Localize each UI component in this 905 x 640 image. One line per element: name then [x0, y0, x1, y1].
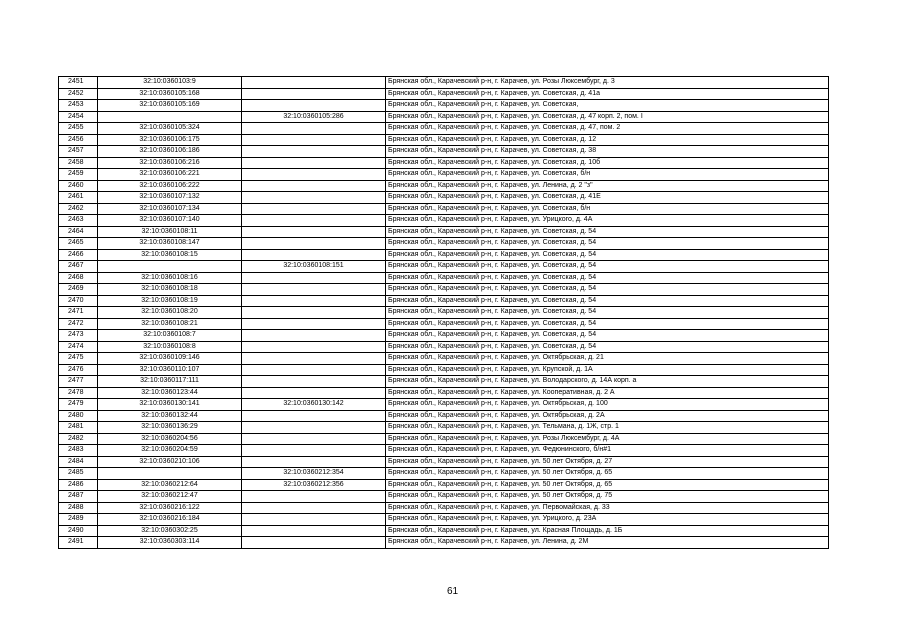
address-cell: Брянская обл., Карачевский р-н, г. Карачев, ул. Советская, д. 54 — [386, 307, 829, 319]
cadastral-number-cell: 32:10:0360108:147 — [98, 238, 242, 250]
row-number-cell: 2456 — [59, 134, 98, 146]
address-cell: Брянская обл., Карачевский р-н, г. Карачев, ул. Советская, д. 54 — [386, 249, 829, 261]
cadastral-number-cell: 32:10:0360109:146 — [98, 353, 242, 365]
address-cell: Брянская обл., Карачевский р-н, г. Карачев, ул. Федюнинского, б/н#1 — [386, 445, 829, 457]
row-number-cell: 2471 — [59, 307, 98, 319]
row-number-cell: 2455 — [59, 123, 98, 135]
row-number-cell: 2483 — [59, 445, 98, 457]
address-cell: Брянская обл., Карачевский р-н, г. Карачев, ул. Октябрьская, д. 100 — [386, 399, 829, 411]
related-cadastral-number-cell — [242, 433, 386, 445]
row-number-cell: 2473 — [59, 330, 98, 342]
row-number-cell: 2488 — [59, 502, 98, 514]
table-row — [59, 169, 829, 181]
table-row — [59, 261, 829, 273]
cadastral-number-cell: 32:10:0360106:175 — [98, 134, 242, 146]
table-row — [59, 226, 829, 238]
address-cell: Брянская обл., Карачевский р-н, г. Карачев, ул. Советская, д. 54 — [386, 226, 829, 238]
related-cadastral-number-cell — [242, 157, 386, 169]
related-cadastral-number-cell: 32:10:0360130:142 — [242, 399, 386, 411]
address-cell: Брянская обл., Карачевский р-н, г. Карачев, ул. Советская, — [386, 100, 829, 112]
related-cadastral-number-cell — [242, 387, 386, 399]
related-cadastral-number-cell: 32:10:0360108:151 — [242, 261, 386, 273]
table-row — [59, 341, 829, 353]
table-row — [59, 180, 829, 192]
address-cell: Брянская обл., Карачевский р-н, г. Карачев, ул. Советская, д. 54 — [386, 261, 829, 273]
row-number-cell: 2468 — [59, 272, 98, 284]
row-number-cell: 2478 — [59, 387, 98, 399]
related-cadastral-number-cell — [242, 445, 386, 457]
cadastral-number-cell: 32:10:0360108:15 — [98, 249, 242, 261]
row-number-cell: 2472 — [59, 318, 98, 330]
cadastral-number-cell: 32:10:0360108:21 — [98, 318, 242, 330]
cadastral-number-cell: 32:10:0360106:222 — [98, 180, 242, 192]
table-row — [59, 456, 829, 468]
cadastral-number-cell: 32:10:0360204:56 — [98, 433, 242, 445]
cadastral-number-cell: 32:10:0360108:16 — [98, 272, 242, 284]
row-number-cell: 2453 — [59, 100, 98, 112]
cadastral-number-cell: 32:10:0360108:8 — [98, 341, 242, 353]
row-number-cell: 2481 — [59, 422, 98, 434]
address-cell: Брянская обл., Карачевский р-н, г. Карачев, ул. Советская, д. 38 — [386, 146, 829, 158]
related-cadastral-number-cell — [242, 502, 386, 514]
table-row — [59, 318, 829, 330]
row-number-cell: 2474 — [59, 341, 98, 353]
table-row — [59, 157, 829, 169]
related-cadastral-number-cell — [242, 192, 386, 204]
table-row — [59, 100, 829, 112]
row-number-cell: 2476 — [59, 364, 98, 376]
address-cell: Брянская обл., Карачевский р-н, г. Карачев, ул. Урицкого, д. 23А — [386, 514, 829, 526]
cadastral-number-cell: 32:10:0360204:59 — [98, 445, 242, 457]
related-cadastral-number-cell — [242, 284, 386, 296]
related-cadastral-number-cell — [242, 215, 386, 227]
address-cell: Брянская обл., Карачевский р-н, г. Карачев, ул. Советская, д. 54 — [386, 330, 829, 342]
related-cadastral-number-cell — [242, 203, 386, 215]
row-number-cell: 2464 — [59, 226, 98, 238]
cadastral-number-cell: 32:10:0360106:221 — [98, 169, 242, 181]
address-cell: Брянская обл., Карачевский р-н, г. Карачев, ул. Володарского, д. 14А корп. а — [386, 376, 829, 388]
address-cell: Брянская обл., Карачевский р-н, г. Карачев, ул. Первомайская, д. 33 — [386, 502, 829, 514]
table-row — [59, 111, 829, 123]
cadastral-number-cell: 32:10:0360105:168 — [98, 88, 242, 100]
cadastral-number-cell: 32:10:0360107:132 — [98, 192, 242, 204]
address-cell: Брянская обл., Карачевский р-н, г. Карачев, ул. Советская, б/н — [386, 169, 829, 181]
row-number-cell: 2477 — [59, 376, 98, 388]
table-row — [59, 376, 829, 388]
row-number-cell: 2452 — [59, 88, 98, 100]
page-number: 61 — [446, 586, 459, 597]
related-cadastral-number-cell — [242, 514, 386, 526]
address-cell: Брянская обл., Карачевский р-н, г. Карачев, ул. Советская, д. 54 — [386, 295, 829, 307]
table-row — [59, 537, 829, 549]
cadastral-number-cell: 32:10:0360106:216 — [98, 157, 242, 169]
table-row — [59, 445, 829, 457]
cadastral-number-cell: 32:10:0360303:114 — [98, 537, 242, 549]
address-cell: Брянская обл., Карачевский р-н, г. Карачев, ул. 50 лет Октября, д. 65 — [386, 468, 829, 480]
table-row — [59, 307, 829, 319]
table-row — [59, 330, 829, 342]
row-number-cell: 2486 — [59, 479, 98, 491]
cadastral-number-cell: 32:10:0360110:107 — [98, 364, 242, 376]
property-table-body — [59, 77, 829, 549]
related-cadastral-number-cell — [242, 364, 386, 376]
row-number-cell: 2461 — [59, 192, 98, 204]
cadastral-number-cell: 32:10:0360108:20 — [98, 307, 242, 319]
cadastral-number-cell — [98, 468, 242, 480]
row-number-cell: 2487 — [59, 491, 98, 503]
row-number-cell: 2490 — [59, 525, 98, 537]
address-cell: Брянская обл., Карачевский р-н, г. Карачев, ул. 50 лет Октября, д. 27 — [386, 456, 829, 468]
related-cadastral-number-cell — [242, 123, 386, 135]
cadastral-number-cell: 32:10:0360136:29 — [98, 422, 242, 434]
cadastral-number-cell: 32:10:0360105:324 — [98, 123, 242, 135]
cadastral-number-cell: 32:10:0360108:19 — [98, 295, 242, 307]
address-cell: Брянская обл., Карачевский р-н, г. Карачев, ул. 50 лет Октября, д. 65 — [386, 479, 829, 491]
row-number-cell: 2469 — [59, 284, 98, 296]
row-number-cell: 2467 — [59, 261, 98, 273]
cadastral-number-cell: 32:10:0360106:186 — [98, 146, 242, 158]
address-cell: Брянская обл., Карачевский р-н, г. Карачев, ул. Урицкого, д. 4А — [386, 215, 829, 227]
cadastral-number-cell: 32:10:0360107:134 — [98, 203, 242, 215]
address-cell: Брянская обл., Карачевский р-н, г. Карачев, ул. Советская, д. 54 — [386, 272, 829, 284]
cadastral-number-cell: 32:10:0360108:11 — [98, 226, 242, 238]
row-number-cell: 2460 — [59, 180, 98, 192]
table-row — [59, 249, 829, 261]
row-number-cell: 2463 — [59, 215, 98, 227]
cadastral-number-cell: 32:10:0360216:122 — [98, 502, 242, 514]
cadastral-number-cell: 32:10:0360108:7 — [98, 330, 242, 342]
table-row — [59, 525, 829, 537]
cadastral-number-cell: 32:10:0360210:106 — [98, 456, 242, 468]
table-row — [59, 146, 829, 158]
row-number-cell: 2462 — [59, 203, 98, 215]
address-cell: Брянская обл., Карачевский р-н, г. Карачев, ул. Советская, д. 12 — [386, 134, 829, 146]
related-cadastral-number-cell — [242, 77, 386, 89]
table-row — [59, 410, 829, 422]
address-cell: Брянская обл., Карачевский р-н, г. Карачев, ул. Красная Площадь, д. 1Б — [386, 525, 829, 537]
address-cell: Брянская обл., Карачевский р-н, г. Карачев, ул. Октябрьская, д. 21 — [386, 353, 829, 365]
table-row — [59, 77, 829, 89]
related-cadastral-number-cell — [242, 146, 386, 158]
row-number-cell: 2479 — [59, 399, 98, 411]
related-cadastral-number-cell — [242, 295, 386, 307]
related-cadastral-number-cell — [242, 318, 386, 330]
related-cadastral-number-cell — [242, 410, 386, 422]
table-row — [59, 353, 829, 365]
address-cell: Брянская обл., Карачевский р-н, г. Карачев, ул. Октябрьская, д. 2А — [386, 410, 829, 422]
cadastral-number-cell: 32:10:0360105:169 — [98, 100, 242, 112]
table-row — [59, 88, 829, 100]
table-row — [59, 468, 829, 480]
table-row — [59, 284, 829, 296]
row-number-cell: 2484 — [59, 456, 98, 468]
address-cell: Брянская обл., Карачевский р-н, г. Карачев, ул. 50 лет Октября, д. 75 — [386, 491, 829, 503]
table-row — [59, 479, 829, 491]
related-cadastral-number-cell — [242, 134, 386, 146]
related-cadastral-number-cell — [242, 169, 386, 181]
cadastral-number-cell: 32:10:0360107:140 — [98, 215, 242, 227]
row-number-cell: 2458 — [59, 157, 98, 169]
address-cell: Брянская обл., Карачевский р-н, г. Карачев, ул. Советская, б/н — [386, 203, 829, 215]
table-row — [59, 192, 829, 204]
related-cadastral-number-cell: 32:10:0360212:356 — [242, 479, 386, 491]
row-number-cell: 2466 — [59, 249, 98, 261]
table-row — [59, 433, 829, 445]
table-row — [59, 387, 829, 399]
cadastral-number-cell: 32:10:0360108:18 — [98, 284, 242, 296]
address-cell: Брянская обл., Карачевский р-н, г. Карачев, ул. Розы Люксембург, д. 4А — [386, 433, 829, 445]
related-cadastral-number-cell — [242, 88, 386, 100]
table-row — [59, 514, 829, 526]
cadastral-number-cell — [98, 111, 242, 123]
cadastral-number-cell: 32:10:0360103:9 — [98, 77, 242, 89]
row-number-cell: 2457 — [59, 146, 98, 158]
related-cadastral-number-cell — [242, 226, 386, 238]
row-number-cell: 2451 — [59, 77, 98, 89]
address-cell: Брянская обл., Карачевский р-н, г. Карачев, ул. Ленина, д. 2М — [386, 537, 829, 549]
table-row — [59, 215, 829, 227]
table-row — [59, 134, 829, 146]
cadastral-number-cell: 32:10:0360130:141 — [98, 399, 242, 411]
related-cadastral-number-cell: 32:10:0360105:286 — [242, 111, 386, 123]
related-cadastral-number-cell — [242, 525, 386, 537]
related-cadastral-number-cell — [242, 422, 386, 434]
cadastral-number-cell: 32:10:0360212:47 — [98, 491, 242, 503]
row-number-cell: 2489 — [59, 514, 98, 526]
address-cell: Брянская обл., Карачевский р-н, г. Карачев, ул. Советская, д. 41а — [386, 88, 829, 100]
row-number-cell: 2480 — [59, 410, 98, 422]
related-cadastral-number-cell — [242, 341, 386, 353]
address-cell: Брянская обл., Карачевский р-н, г. Карачев, ул. Крупской, д. 1А — [386, 364, 829, 376]
related-cadastral-number-cell — [242, 238, 386, 250]
related-cadastral-number-cell — [242, 456, 386, 468]
table-row — [59, 364, 829, 376]
related-cadastral-number-cell — [242, 249, 386, 261]
related-cadastral-number-cell — [242, 537, 386, 549]
cadastral-number-cell: 32:10:0360302:25 — [98, 525, 242, 537]
address-cell: Брянская обл., Карачевский р-н, г. Карачев, ул. Тельмана, д. 1Ж, стр. 1 — [386, 422, 829, 434]
related-cadastral-number-cell — [242, 272, 386, 284]
related-cadastral-number-cell — [242, 376, 386, 388]
cadastral-number-cell: 32:10:0360123:44 — [98, 387, 242, 399]
property-table — [58, 76, 829, 549]
address-cell: Брянская обл., Карачевский р-н, г. Карачев, ул. Советская, д. 54 — [386, 341, 829, 353]
table-row — [59, 399, 829, 411]
row-number-cell: 2454 — [59, 111, 98, 123]
table-row — [59, 272, 829, 284]
cadastral-number-cell: 32:10:0360216:184 — [98, 514, 242, 526]
address-cell: Брянская обл., Карачевский р-н, г. Карачев, ул. Советская, д. 54 — [386, 318, 829, 330]
row-number-cell: 2470 — [59, 295, 98, 307]
table-row — [59, 123, 829, 135]
address-cell: Брянская обл., Карачевский р-н, г. Карачев, ул. Советская, д. 47, пом. 2 — [386, 123, 829, 135]
related-cadastral-number-cell — [242, 307, 386, 319]
related-cadastral-number-cell — [242, 353, 386, 365]
related-cadastral-number-cell — [242, 180, 386, 192]
address-cell: Брянская обл., Карачевский р-н, г. Карачев, ул. Ленина, д. 2 "з" — [386, 180, 829, 192]
cadastral-number-cell: 32:10:0360117:111 — [98, 376, 242, 388]
table-row — [59, 238, 829, 250]
related-cadastral-number-cell — [242, 100, 386, 112]
row-number-cell: 2475 — [59, 353, 98, 365]
address-cell: Брянская обл., Карачевский р-н, г. Карачев, ул. Советская, д. 41Е — [386, 192, 829, 204]
cadastral-number-cell: 32:10:0360132:44 — [98, 410, 242, 422]
cadastral-number-cell: 32:10:0360212:64 — [98, 479, 242, 491]
table-row — [59, 502, 829, 514]
table-row — [59, 422, 829, 434]
row-number-cell: 2482 — [59, 433, 98, 445]
row-number-cell: 2459 — [59, 169, 98, 181]
address-cell: Брянская обл., Карачевский р-н, г. Карачев, ул. Розы Люксембург, д. 3 — [386, 77, 829, 89]
table-row — [59, 203, 829, 215]
address-cell: Брянская обл., Карачевский р-н, г. Карачев, ул. Советская, д. 10б — [386, 157, 829, 169]
row-number-cell: 2491 — [59, 537, 98, 549]
related-cadastral-number-cell — [242, 491, 386, 503]
related-cadastral-number-cell: 32:10:0360212:354 — [242, 468, 386, 480]
row-number-cell: 2465 — [59, 238, 98, 250]
address-cell: Брянская обл., Карачевский р-н, г. Карачев, ул. Советская, д. 54 — [386, 238, 829, 250]
address-cell: Брянская обл., Карачевский р-н, г. Карачев, ул. Советская, д. 54 — [386, 284, 829, 296]
related-cadastral-number-cell — [242, 330, 386, 342]
address-cell: Брянская обл., Карачевский р-н, г. Карачев, ул. Советская, д. 47 корп. 2, пом. I — [386, 111, 829, 123]
row-number-cell: 2485 — [59, 468, 98, 480]
table-row — [59, 295, 829, 307]
address-cell: Брянская обл., Карачевский р-н, г. Карачев, ул. Кооперативная, д. 2 А — [386, 387, 829, 399]
cadastral-number-cell — [98, 261, 242, 273]
table-row — [59, 491, 829, 503]
